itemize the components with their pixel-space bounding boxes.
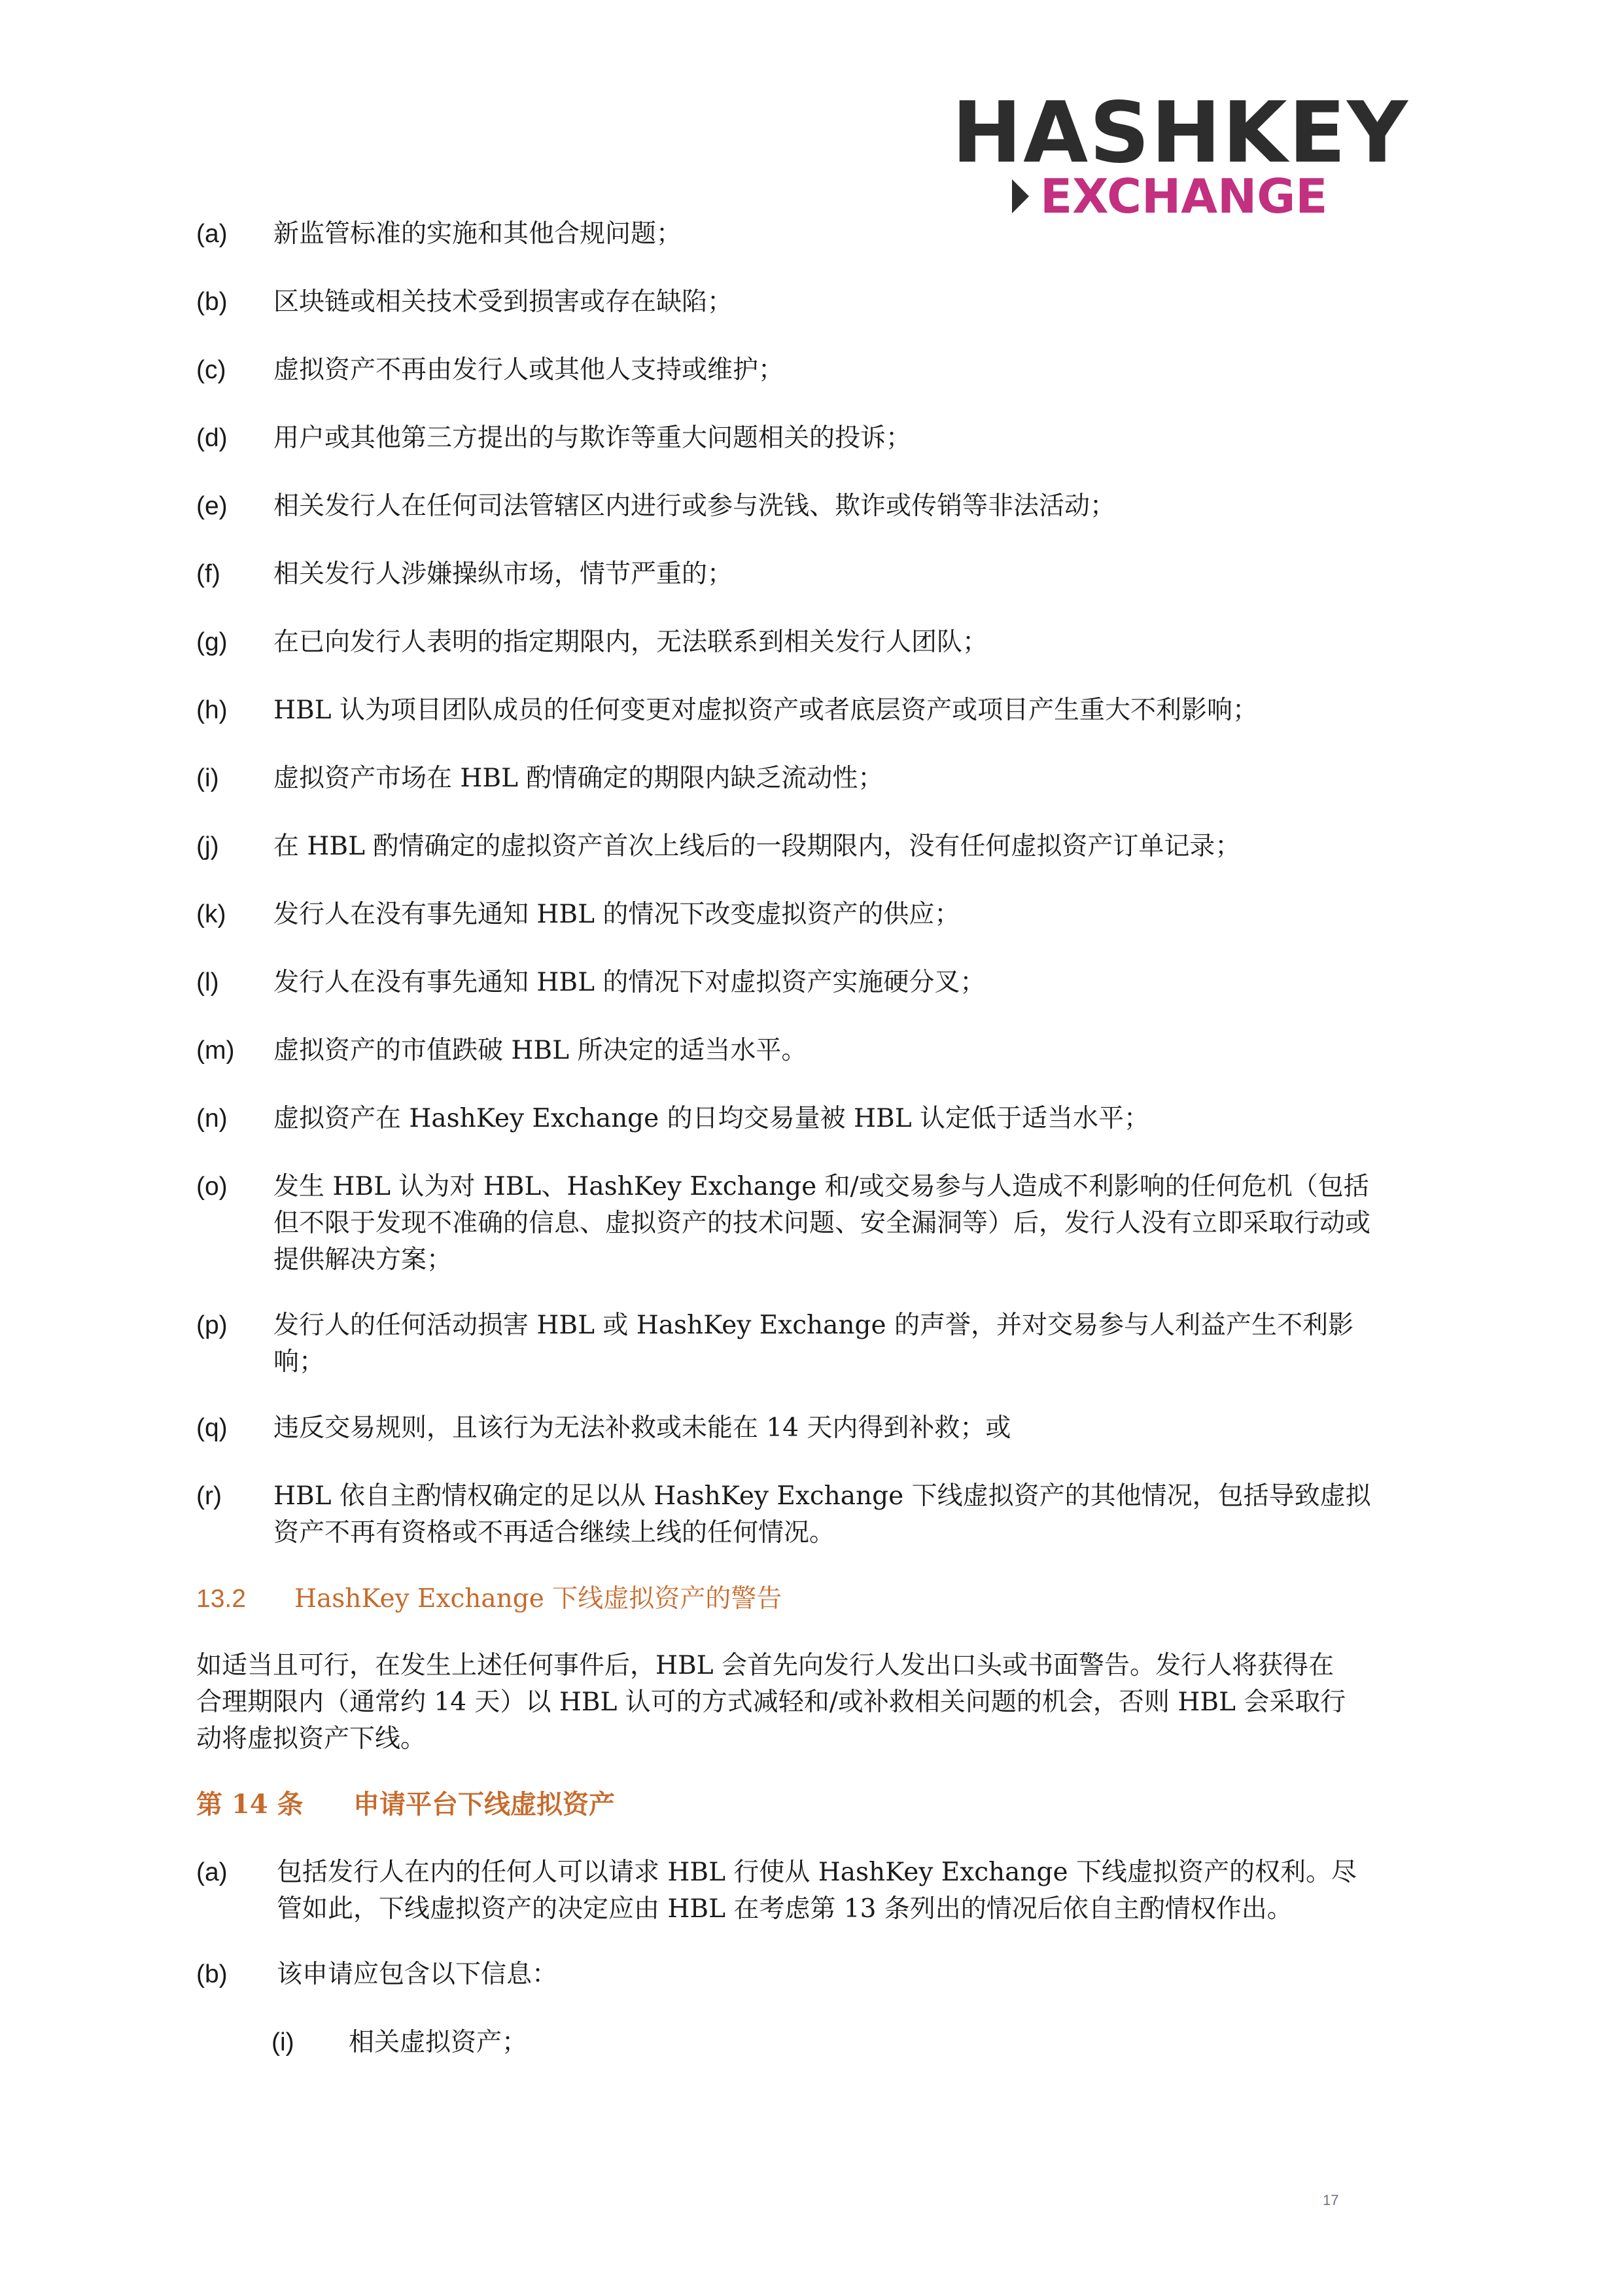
list-item [196, 488, 1374, 525]
list-item [196, 1101, 1374, 1137]
list-item [196, 1956, 1374, 1993]
list-item-label: (f) [196, 560, 220, 588]
page-number: 17 [1323, 2192, 1339, 2208]
list-item-text: 相关发行人在任何司法管辖区内进行或参与洗钱、欺诈或传销等非法活动； [273, 491, 1116, 521]
article-title: 申请平台下线虚拟资产 [353, 1789, 615, 1820]
list-item-text: HBL 依自主酌情权确定的足以从 HashKey Exchange 下线虚拟资产的其他情况，包括导致虚拟资产不再有资格或不再适合继续上线的任何情况。 [273, 1481, 1371, 1547]
list-item-label: (b) [196, 1960, 228, 1988]
list-item-text: 发生 HBL 认为对 HBL、HashKey Exchange 和/或交易参与人造成不利影响的任何危机（包括但不限于发现不准确的信息、虚拟资产的技术问题、安全漏洞等）后，发行人没有立即采取行动或提供解决方案； [273, 1172, 1371, 1275]
list-item [196, 760, 1374, 797]
logo-wordmark: HASHKEY [952, 84, 1409, 182]
hashkey-exchange-logo [952, 84, 1409, 224]
list-item-label: (b) [196, 288, 228, 316]
list-item [196, 1478, 1374, 1551]
logo-arrow-icon [1012, 179, 1029, 213]
list-item [196, 284, 1374, 321]
list-item-text: 虚拟资产不再由发行人或其他人支持或维护； [273, 355, 784, 385]
list-item-label: (p) [196, 1311, 228, 1339]
list-item [196, 216, 1374, 253]
sub-list-item-label: (i) [271, 2028, 294, 2057]
list-item-label: (e) [196, 492, 228, 520]
list-item-label: (j) [196, 832, 219, 860]
list-item [196, 1854, 1374, 1928]
list-item [196, 1307, 1374, 1381]
list-item [196, 964, 1374, 1001]
list-item [196, 352, 1374, 389]
list-item-text: 新监管标准的实施和其他合规问题； [273, 219, 682, 249]
list-item-text: HBL 认为项目团队成员的任何变更对虚拟资产或者底层资产或项目产生重大不利影响； [273, 696, 1258, 725]
list-item-label: (i) [196, 764, 219, 792]
list-item-text: 用户或其他第三方提出的与欺诈等重大问题相关的投诉； [273, 423, 912, 453]
list-item-label: (r) [196, 1482, 222, 1510]
list-item-text: 虚拟资产市场在 HBL 酌情确定的期限内缺乏流动性； [273, 764, 884, 793]
list-item-text: 区块链或相关技术受到损害或存在缺陷； [273, 287, 733, 317]
list-item-text: 该申请应包含以下信息： [277, 1960, 558, 1989]
list-item [196, 1169, 1374, 1279]
list-item-label: (a) [196, 1858, 228, 1886]
list-item [196, 692, 1374, 729]
article-number: 第 14 条 [196, 1789, 304, 1820]
list-item-label: (o) [196, 1173, 228, 1201]
list-item-text: 虚拟资产在 HashKey Exchange 的日均交易量被 HBL 认定低于适当水平； [273, 1104, 1149, 1133]
list-item [196, 896, 1374, 933]
list-item-label: (q) [196, 1414, 228, 1442]
list-item [196, 420, 1374, 457]
list-item-label: (d) [196, 424, 228, 452]
list-item-label: (m) [196, 1036, 235, 1065]
list-item-label: (k) [196, 900, 226, 928]
list-item-text: 虚拟资产的市值跌破 HBL 所决定的适当水平。 [273, 1036, 807, 1065]
list-item-label: (l) [196, 968, 219, 997]
list-item [196, 556, 1374, 593]
sub-list-item-text: 相关虚拟资产； [349, 2028, 528, 2057]
list-item-label: (c) [196, 356, 226, 384]
list-item-text: 发行人在没有事先通知 HBL 的情况下改变虚拟资产的供应； [273, 900, 960, 929]
list-item-text: 相关发行人涉嫌操纵市场，情节严重的； [273, 559, 733, 589]
list-item-label: (n) [196, 1104, 228, 1133]
list-item [196, 624, 1374, 661]
list-item-text: 发行人的任何活动损害 HBL 或 HashKey Exchange 的声誉，并对交易参与人利益产生不利影响； [273, 1311, 1353, 1377]
list-item-label: (g) [196, 628, 228, 656]
list-item-text: 发行人在没有事先通知 HBL 的情况下对虚拟资产实施硬分叉； [273, 968, 986, 997]
section-body-paragraph: 如适当且可行，在发生上述任何事件后，HBL 会首先向发行人发出口头或书面警告。发行人将获得在合理期限内（通常约 14 天）以 HBL 认可的方式减轻和/或补救相关问题的机会，否则 HBL 会采取行动将虚拟资产下线。 [196, 1651, 1346, 1754]
list-item [196, 1033, 1374, 1069]
list-item [196, 828, 1374, 865]
list-item-text: 违反交易规则，且该行为无法补救或未能在 14 天内得到补救；或 [273, 1413, 1011, 1443]
list-item-text: 包括发行人在内的任何人可以请求 HBL 行使从 HashKey Exchange 下线虚拟资产的权利。尽管如此，下线虚拟资产的决定应由 HBL 在考虑第 13 条列出的情况后依自主酌情权作出。 [277, 1858, 1357, 1924]
section-number: 13.2 [196, 1585, 246, 1613]
list-item-label: (a) [196, 220, 228, 248]
list-item-label: (h) [196, 696, 228, 724]
section-title: HashKey Exchange 下线虚拟资产的警告 [294, 1584, 782, 1614]
sub-list-item [271, 2024, 1318, 2061]
list-item [196, 1410, 1374, 1447]
logo-subtitle: EXCHANGE [1040, 169, 1328, 224]
list-item-text: 在 HBL 酌情确定的虚拟资产首次上线后的一段期限内，没有任何虚拟资产订单记录； [273, 832, 1241, 861]
list-item-text: 在已向发行人表明的指定期限内，无法联系到相关发行人团队； [273, 627, 988, 657]
